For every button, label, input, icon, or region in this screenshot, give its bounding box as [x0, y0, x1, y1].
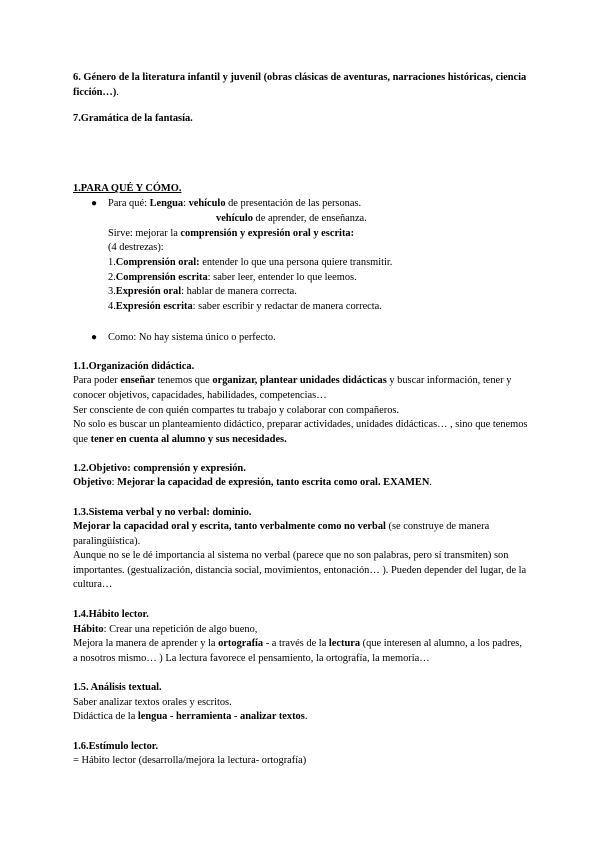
list-item-7 [73, 112, 528, 127]
vehiculo-line: vehículo de aprender, de enseñanza. [216, 213, 367, 224]
bullet-dot-icon: ● [91, 198, 98, 209]
section-1-2-heading: 1.2.Objetivo: comprensión y expresión. [73, 463, 246, 474]
section-1-1-para-2: Ser consciente de con quién compartes tu trabajo y colaborar con compañeros. [73, 405, 400, 416]
item-6-title: Género de la literatura infantil y juvenil (obras clásicas de aventuras, narraciones históricas, ciencia ficción…) [73, 72, 527, 98]
item-7-title: 7.Gramática de la fantasía. [73, 113, 193, 124]
list-item-6: 6. Género de la literatura infantil y juvenil (obras clásicas de aventuras, narraciones históricas, ciencia ficción…). [73, 72, 527, 98]
section-1-4-heading: 1.4.Hábito lector. [73, 609, 149, 620]
destreza-4: 4.Expresión escrita: saber escribir y redactar de manera correcta. [108, 301, 382, 312]
section-1-heading: 1.PARA QUÉ Y CÓMO. [73, 183, 182, 194]
section-1-1-para-3: No solo es buscar un planteamiento didáctico, preparar actividades, unidades didácticas… , sino que tenemos que tener en cuenta al alumno y sus necesidades. [73, 419, 528, 445]
section-1-1-para-1: Para poder enseñar tenemos que organizar, plantear unidades didácticas y buscar información, tener y conocer objetivos, capacidades, habilidades, competencias… [73, 375, 512, 401]
section-1-3-para-1: Mejorar la capacidad oral y escrita, tanto verbalmente como no verbal (se construye de manera paralingüística). [73, 521, 490, 547]
section-1-3-para-2: Aunque no se le dé importancia al sistema no verbal (parece que no son palabras, pero sí transmiten) son importantes. (gestualización, distancia social, movimientos, entonación… ). Pueden depender del lugar, de la cultura… [73, 550, 527, 591]
destrezas-line: (4 destrezas): [108, 242, 164, 253]
section-1-1-heading: 1.1.Organización didáctica. [73, 361, 195, 372]
section-1-4-para-2: Mejora la manera de aprender y la ortografía - a través de la lectura (que interesen al alumno, a los padres, a nosotros mismo… ) La lectura favorece el pensamiento, la ortografía, la memoria… [73, 638, 522, 664]
section-1-5-para-2: Didáctica de la lengua - herramienta - analizar textos. [73, 711, 308, 722]
bullet-para-que: ● Para qué: Lengua: vehículo de presentación de las personas. [108, 197, 528, 212]
item-6-number: 6. [73, 72, 84, 83]
destreza-2: 2.Comprensión escrita: saber leer, entender lo que leemos. [108, 272, 357, 283]
section-1-6-para-1: = Hábito lector (desarrolla/mejora la lectura- ortografía) [73, 755, 307, 766]
section-1-5-heading: 1.5. Análisis textual. [73, 682, 162, 693]
section-1-4-para-1: Hábito: Crear una repetición de algo bueno, [73, 624, 258, 635]
section-1-2-objective: Objetivo: Mejorar la capacidad de expresión, tanto escrita como oral. EXAMEN. [73, 477, 432, 488]
destreza-1: 1.Comprensión oral: entender lo que una persona quiere transmitir. [108, 257, 393, 268]
destreza-3: 3.Expresión oral: hablar de manera correcta. [108, 286, 297, 297]
section-1-5-para-1: Saber analizar textos orales y escritos. [73, 697, 232, 708]
bullet-como: ● Como: No hay sistema único o perfecto. [108, 331, 528, 346]
sirve-line: Sirve: mejorar la comprensión y expresión oral y escrita: [108, 228, 355, 239]
section-1-6-heading: 1.6.Estímulo lector. [73, 741, 159, 752]
bullet-dot-icon: ● [91, 332, 98, 343]
section-1-3-heading: 1.3.Sistema verbal y no verbal: dominio. [73, 507, 252, 518]
